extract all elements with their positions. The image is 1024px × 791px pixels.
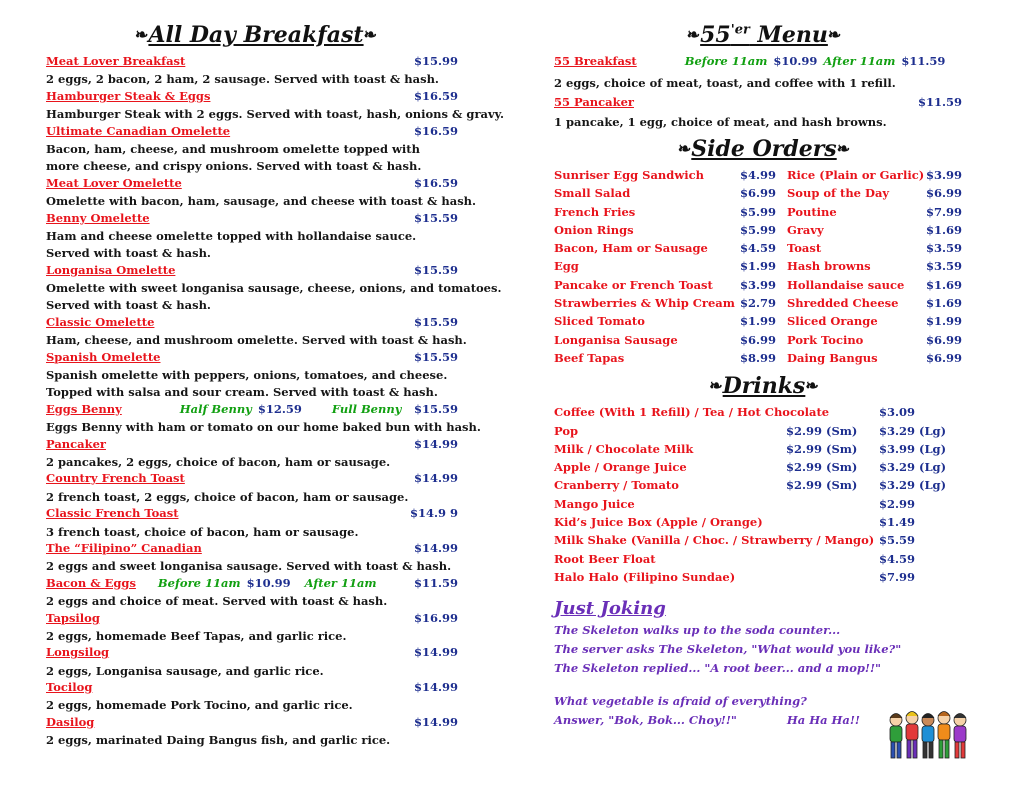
side-item-price: $6.99 (740, 332, 777, 347)
ornament-icon: ❧ (805, 376, 819, 396)
menu-item-header (46, 176, 466, 193)
menu-item-price: $15.59 (413, 262, 458, 277)
side-item-price: $3.99 (926, 168, 963, 182)
menu-item (46, 645, 466, 680)
menu-item-header (46, 54, 466, 71)
menu-item-header (46, 437, 466, 454)
drink-name: Halo Halo (Filipino Sundae) (554, 569, 736, 584)
side-item-price: $4.99 (740, 168, 777, 182)
drink-row (554, 533, 974, 551)
side-item-name: Poutine (787, 204, 837, 219)
menu-item (46, 506, 466, 541)
menu-item-name: Country French Toast (46, 471, 185, 486)
menu-item-header (46, 506, 466, 523)
menu-item-price: $14.99 (413, 471, 458, 486)
side-item-price: $4.59 (740, 241, 777, 256)
menu-item-name: Eggs Benny (46, 401, 122, 416)
menu55-heading (554, 22, 974, 48)
drink-row (554, 515, 974, 533)
menu-item (46, 576, 466, 611)
drink-name: Mango Juice (554, 496, 635, 511)
menu-item-header (46, 576, 466, 593)
menu-item-price: $16.59 (413, 88, 458, 103)
menu-item (46, 262, 502, 315)
drink-price-small: $2.99 (Sm) (786, 423, 858, 438)
menu-item-description: Bacon, ham, cheese, and mushroom omelette topped with (46, 141, 420, 156)
drink-row (554, 552, 974, 570)
menu-item-name: Tapsilog (46, 610, 100, 625)
side-item-name: Sunriser Egg Sandwich (554, 168, 704, 182)
menu-item-description: Served with toast & hash. (46, 298, 211, 313)
side-item-price: $6.99 (926, 350, 963, 365)
menu-item-description: 2 eggs, homemade Pork Tocino, and garlic rice. (46, 698, 353, 713)
breakfast-heading (46, 22, 466, 48)
side-item-price: $7.99 (926, 204, 963, 219)
drink-price-large: $1.49 (879, 515, 916, 530)
drinks-table (554, 405, 974, 588)
menu-item-price: $14.99 (413, 645, 458, 660)
side-item-price: $5.99 (740, 204, 777, 219)
menu-item-description: 2 french toast, 2 eggs, choice of bacon, ham or sausage. (46, 489, 409, 504)
side-order-row (554, 351, 974, 369)
menu-item (46, 54, 466, 89)
menu-item-name: Ultimate Canadian Omelette (46, 123, 231, 138)
menu-item-name: Tocilog (46, 680, 93, 695)
side-item-name: Shredded Cheese (787, 296, 899, 311)
drink-row (554, 405, 974, 423)
menu-item (46, 401, 481, 437)
side-item-price: $1.69 (926, 222, 963, 237)
side-item-name: Gravy (787, 222, 824, 237)
menu-item-description: 3 french toast, choice of bacon, ham or sausage. (46, 524, 359, 539)
menu-item-name: Meat Lover Omelette (46, 175, 182, 190)
menu-item-header (46, 611, 466, 628)
joke-line: The server asks The Skeleton, "What would you like?" (554, 642, 902, 657)
sides-table (554, 168, 974, 369)
side-item-name: Sliced Orange (787, 314, 878, 329)
menu-item-header (46, 680, 466, 697)
menu-item-name: Classic Omelette (46, 314, 155, 329)
drink-price-large: $3.29 (Lg) (879, 478, 947, 493)
menu-item-price: $15.59 (413, 401, 458, 416)
drink-row (554, 570, 974, 588)
menu-item-name: Pancaker (46, 436, 106, 451)
drink-price-large: $3.29 (Lg) (879, 460, 947, 475)
menu-item-name: Benny Omelette (46, 210, 150, 225)
menu-item (46, 715, 466, 750)
drink-row (554, 497, 974, 515)
menu-item-description: Ham and cheese omelette topped with hollandaise sauce. (46, 228, 417, 243)
joke-answer: Answer, "Bok, Bok... Choy!!" (554, 713, 737, 728)
ornament-icon: ❧ (677, 139, 692, 158)
menu-item (46, 124, 466, 176)
side-item-name: Pancake or French Toast (554, 277, 713, 292)
menu-item-description: Ham, cheese, and mushroom omelette. Served with toast & hash. (46, 333, 467, 348)
side-order-row (554, 205, 974, 223)
menu-item-description: 1 pancake, 1 egg, choice of meat, and hash browns. (554, 115, 887, 129)
side-item-name: Small Salad (554, 186, 631, 201)
side-item-price: $3.59 (926, 241, 963, 256)
menu-item-price: $14.9 9 (409, 506, 458, 521)
menu-item-header (46, 541, 466, 558)
menu-item-description: 2 eggs, homemade Beef Tapas, and garlic rice. (46, 628, 347, 643)
sides-title: Side Orders (691, 136, 837, 162)
menu-item-description: 2 eggs, marinated Daing Bangus fish, and garlic rice. (46, 733, 391, 748)
right-column (554, 0, 974, 732)
side-item-price: $6.99 (926, 332, 963, 347)
side-item-price: $1.99 (740, 314, 777, 329)
ornament-icon: ❧ (135, 25, 149, 44)
ornament-icon: ❧ (827, 25, 842, 44)
side-item-name: French Fries (554, 204, 636, 219)
option-label: Half Benny (179, 401, 252, 416)
side-item-price: $6.99 (926, 186, 963, 201)
menu-item-description: 2 eggs and choice of meat. Served with toast & hash. (46, 594, 388, 609)
menu-item-price: $16.59 (413, 123, 458, 138)
drink-name: Kid’s Juice Box (Apple / Orange) (554, 515, 763, 530)
side-order-row (554, 278, 974, 296)
option-label: Before 11am (157, 575, 241, 590)
side-item-price: $2.79 (740, 296, 777, 311)
side-item-name: Hollandaise sauce (787, 277, 905, 292)
menu55-item (554, 54, 974, 95)
joke-laugh: Ha Ha Ha!! (786, 713, 860, 728)
side-item-price: $1.69 (926, 296, 963, 311)
drink-price-large: $3.99 (Lg) (879, 441, 947, 456)
menu-item-header (46, 124, 466, 141)
menu-item-name: Classic French Toast (46, 506, 179, 521)
side-item-name: Hash browns (787, 259, 871, 274)
side-item-price: $1.99 (740, 259, 777, 274)
side-item-price: $6.99 (740, 186, 777, 201)
menu-item (46, 437, 466, 472)
drink-price-large: $3.09 (879, 405, 916, 420)
side-order-row (554, 314, 974, 332)
breakfast-list (46, 54, 505, 750)
menu-item-price: $16.59 (413, 175, 458, 190)
drink-row (554, 460, 974, 478)
menu-item-description: Omelette with sweet longanisa sausage, cheese, onions, and tomatoes. (46, 281, 502, 296)
menu-item-price: $15.99 (413, 54, 458, 68)
menu-item-name: Longanisa Omelette (46, 262, 176, 277)
side-order-row (554, 241, 974, 259)
menu-item (46, 88, 505, 124)
menu-item-description: Omelette with bacon, ham, sausage, and cheese with toast & hash. (46, 194, 477, 209)
menu55-title-rest: Menu (749, 22, 828, 48)
side-item-name: Onion Rings (554, 222, 634, 237)
menu-item (46, 211, 466, 263)
menu-item-price: $14.99 (413, 714, 458, 729)
drink-name: Root Beer Float (554, 551, 656, 566)
menu-item-description: 2 pancakes, 2 eggs, choice of bacon, ham or sausage. (46, 454, 391, 469)
menu-item-description: 2 eggs and sweet longanisa sausage. Served with toast & hash. (46, 559, 452, 574)
drink-name: Cranberry / Tomato (554, 478, 679, 493)
drink-price-small: $2.99 (Sm) (786, 460, 858, 475)
side-item-price: $3.99 (740, 277, 777, 292)
kids-clipart-icon (886, 706, 972, 764)
side-item-name: Bacon, Ham or Sausage (554, 241, 708, 256)
side-order-row (554, 296, 974, 314)
drinks-title: Drinks (722, 373, 806, 400)
menu-item (46, 315, 466, 350)
drink-name: Pop (554, 423, 579, 438)
side-item-price: $5.99 (740, 222, 777, 237)
menu-item-description: 2 eggs, Longanisa sausage, and garlic rice. (46, 663, 324, 678)
side-item-price: $8.99 (740, 350, 777, 365)
menu-item-description: Served with toast & hash. (46, 246, 211, 261)
menu-item (46, 471, 466, 506)
menu-item-header (46, 645, 466, 662)
side-order-row (554, 186, 974, 204)
breakfast-title: All Day Breakfast (148, 22, 364, 48)
side-item-name: Egg (554, 259, 579, 274)
menu-item-name: The “Filipino” Canadian (46, 540, 202, 555)
menu-item (46, 680, 466, 715)
menu-item-price: $14.99 (413, 680, 458, 695)
ornament-icon: ❧ (686, 25, 701, 44)
menu-item-name: Meat Lover Breakfast (46, 54, 186, 68)
side-order-row (554, 259, 974, 277)
menu-item-price: $11.59 (901, 54, 946, 68)
drink-name: Milk / Chocolate Milk (554, 441, 694, 456)
side-item-name: Rice (Plain or Garlic) (787, 168, 925, 182)
side-item-price: $1.99 (926, 314, 963, 329)
option-price: $12.59 (257, 401, 302, 416)
side-item-price: $1.69 (926, 277, 963, 292)
drink-price-large: $7.99 (879, 569, 916, 584)
joke-line: The Skeleton walks up to the soda counter... (554, 623, 841, 638)
menu-item-header (46, 471, 466, 488)
menu-item-description: 2 eggs, 2 bacon, 2 ham, 2 sausage. Served with toast & hash. (46, 72, 439, 87)
joke-question: What vegetable is afraid of everything? (554, 694, 807, 709)
drink-price-large: $5.59 (879, 533, 916, 548)
joke-line: The Skeleton replied... "A root beer... and a mop!!" (554, 661, 881, 676)
menu-item (46, 350, 466, 402)
drink-row (554, 424, 974, 442)
menu-item (46, 541, 466, 576)
option-label: Before 11am (684, 54, 768, 68)
menu-item (46, 611, 466, 646)
ornament-icon: ❧ (836, 139, 851, 158)
option-label: Full Benny (331, 401, 402, 416)
menu-item-description: Spanish omelette with peppers, onions, tomatoes, and cheese. (46, 368, 448, 383)
menu-item-header (46, 315, 466, 332)
menu55-item (554, 95, 974, 134)
menu-item-name: Bacon & Eggs (46, 575, 136, 590)
drinks-heading (554, 373, 974, 399)
option-label: After 11am (304, 575, 377, 590)
menu-item-header (46, 715, 466, 732)
menu-item-header (46, 402, 466, 419)
option-price: $10.99 (246, 575, 291, 590)
drink-price-large: $4.59 (879, 551, 916, 566)
menu-item-header (46, 211, 466, 228)
menu-item-header (46, 89, 466, 106)
menu-item-description: 2 eggs, choice of meat, toast, and coffee with 1 refill. (554, 76, 896, 90)
ornament-icon: ❧ (709, 376, 723, 396)
menu-item-name: 55 Pancaker (554, 95, 634, 109)
drink-price-small: $2.99 (Sm) (786, 478, 858, 493)
menu-item-name: Longsilog (46, 645, 110, 660)
side-item-name: Toast (787, 241, 822, 256)
drink-price-large: $3.29 (Lg) (879, 423, 947, 438)
menu-item-description: more cheese, and crispy onions. Served with toast & hash. (46, 159, 422, 174)
menu-item-name: 55 Breakfast (554, 54, 637, 68)
breakfast-section (46, 0, 505, 750)
menu-item-name: Spanish Omelette (46, 349, 161, 364)
menu-item-header (46, 263, 466, 280)
drink-price-large: $2.99 (879, 496, 916, 511)
menu-item-price: $15.59 (413, 349, 458, 364)
menu-item-price: $14.99 (413, 540, 458, 555)
side-item-name: Beef Tapas (554, 350, 625, 365)
side-item-name: Strawberries & Whip Cream (554, 296, 735, 311)
side-item-name: Sliced Tomato (554, 314, 645, 329)
menu-item (46, 175, 477, 211)
ornament-icon: ❧ (363, 25, 377, 44)
sides-heading (554, 136, 974, 162)
option-price: $10.99 (773, 54, 818, 68)
menu55-title-main: 55 (700, 22, 731, 48)
drink-row (554, 478, 974, 496)
drink-name: Milk Shake (Vanilla / Choc. / Strawberry / Mango) (554, 533, 875, 548)
menu-item-price: $14.99 (413, 436, 458, 451)
menu-item-price: $16.99 (413, 610, 458, 625)
side-order-row (554, 333, 974, 351)
menu-item-price: $15.59 (413, 314, 458, 329)
menu-item-description: Topped with salsa and sour cream. Served with toast & hash. (46, 385, 438, 400)
menu55-title-sup: 'er (730, 22, 750, 38)
drink-name: Coffee (With 1 Refill) / Tea / Hot Chocolate (554, 405, 830, 420)
side-item-price: $3.59 (926, 259, 963, 274)
menu-item-price: $11.59 (413, 575, 458, 590)
side-order-row (554, 223, 974, 241)
side-item-name: Pork Tocino (787, 332, 864, 347)
menu-item-name: Dasilog (46, 714, 95, 729)
menu-item-description: Hamburger Steak with 2 eggs. Served with toast, hash, onions & gravy. (46, 107, 505, 122)
drink-name: Apple / Orange Juice (554, 460, 687, 475)
menu-item-name: Hamburger Steak & Eggs (46, 88, 211, 103)
drink-row (554, 442, 974, 460)
menu-item-header (46, 350, 466, 367)
option-label: After 11am (823, 54, 896, 68)
side-order-row (554, 168, 974, 186)
drink-price-small: $2.99 (Sm) (786, 441, 858, 456)
joking-title: Just Joking (554, 598, 666, 620)
side-item-name: Soup of the Day (787, 186, 890, 201)
side-item-name: Longanisa Sausage (554, 332, 678, 347)
menu-item-price: $11.59 (917, 95, 962, 109)
menu-item-description: Eggs Benny with ham or tomato on our home baked bun with hash. (46, 420, 481, 435)
menu-item-price: $15.59 (413, 210, 458, 225)
side-item-name: Daing Bangus (787, 350, 878, 365)
